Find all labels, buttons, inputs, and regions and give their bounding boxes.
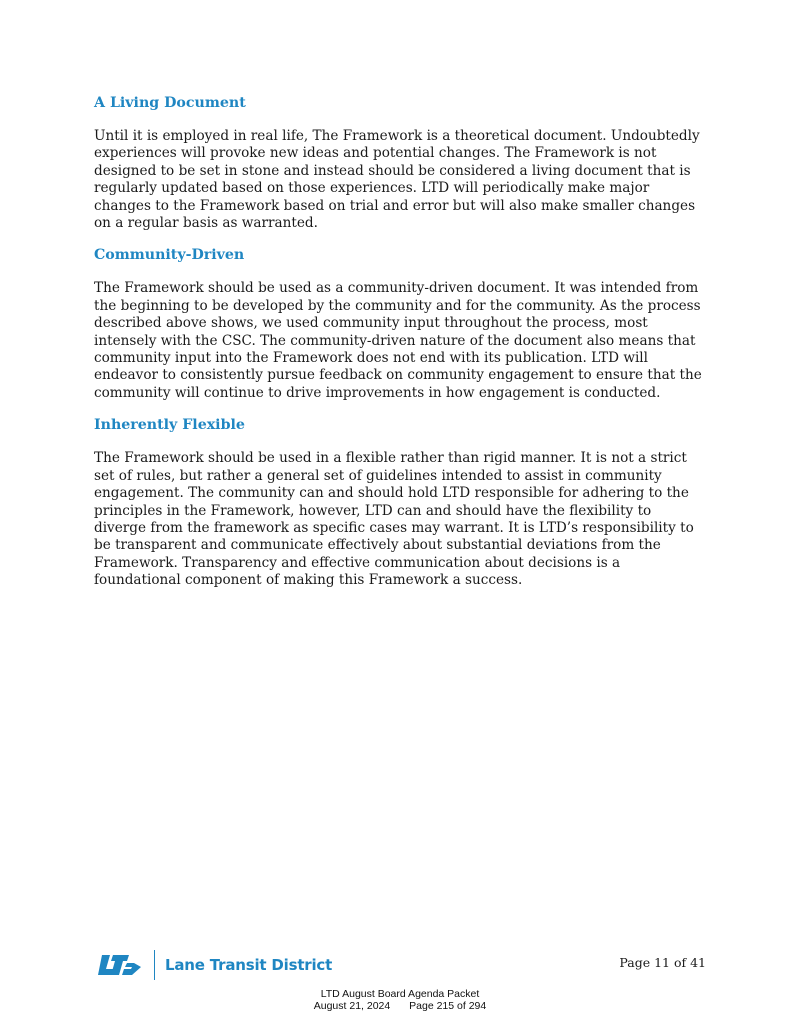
page-number: Page 11 of 41 (619, 955, 706, 970)
text-line: diverge from the framework as specific cases may warrant. It is LTD’s responsibility to (94, 519, 694, 536)
packet-date: August 21, 2024 (313, 1000, 391, 1012)
packet-meta (0, 1000, 800, 1012)
text-line: described above shows, we used community input throughout the process, most (94, 315, 648, 332)
section-inherently-flexible (94, 416, 708, 589)
packet-title: LTD August Board Agenda Packet (320, 988, 480, 1000)
logo-text: Lane Transit District (165, 956, 333, 974)
section-heading: A Living Document (94, 95, 246, 111)
section-heading: Community-Driven (94, 247, 245, 264)
text-line: community input into the Framework does not end with its publication. LTD will (94, 350, 648, 367)
text-line: The Framework should be used as a community-driven document. It was intended from (94, 280, 699, 297)
text-line: endeavor to consistently pursue feedback on community engagement to ensure that the (94, 367, 702, 384)
text-line: the beginning to be developed by the community and for the community. As the process (94, 297, 701, 314)
text-line: foundational component of making this Framework a success. (94, 572, 523, 589)
document-body (94, 94, 708, 604)
text-line: on a regular basis as warranted. (94, 215, 318, 232)
packet-footer (0, 988, 800, 1012)
text-line: be transparent and communicate effectively about substantial deviations from the (94, 537, 661, 554)
text-line: Until it is employed in real life, The Framework is a theoretical document. Undoubtedly (94, 128, 700, 144)
text-line: community will continue to drive improvements in how engagement is conducted. (94, 384, 661, 401)
section-paragraph (94, 280, 708, 402)
section-community-driven (94, 246, 708, 402)
text-line: changes to the Framework based on trial and error but will also make smaller changes (94, 197, 696, 214)
ltd-logo-icon (96, 952, 142, 978)
section-heading: Inherently Flexible (94, 417, 245, 434)
text-line: The Framework should be used in a flexible rather than rigid manner. It is not a strict (94, 450, 687, 467)
section-living-document (94, 94, 708, 232)
text-line: experiences will provoke new ideas and potential changes. The Framework is not (94, 145, 657, 162)
text-line: engagement. The community can and should hold LTD responsible for adhering to the (94, 485, 689, 502)
text-line: regularly updated based on those experiences. LTD will periodically make major (94, 180, 650, 197)
text-line: principles in the Framework, however, LTD can and should have the flexibility to (94, 502, 652, 519)
packet-page: Page 215 of 294 (409, 1000, 487, 1012)
text-line: designed to be set in stone and instead should be considered a living document that is (94, 162, 691, 179)
text-line: set of rules, but rather a general set of guidelines intended to assist in community (94, 467, 662, 484)
section-paragraph (94, 450, 708, 589)
text-line: intensely with the CSC. The community-driven nature of the document also means that (94, 332, 696, 349)
logo-divider (154, 950, 155, 980)
section-paragraph (94, 128, 708, 232)
text-line: Framework. Transparency and effective communication about decisions is a (94, 554, 621, 571)
ltd-logo (96, 950, 332, 980)
